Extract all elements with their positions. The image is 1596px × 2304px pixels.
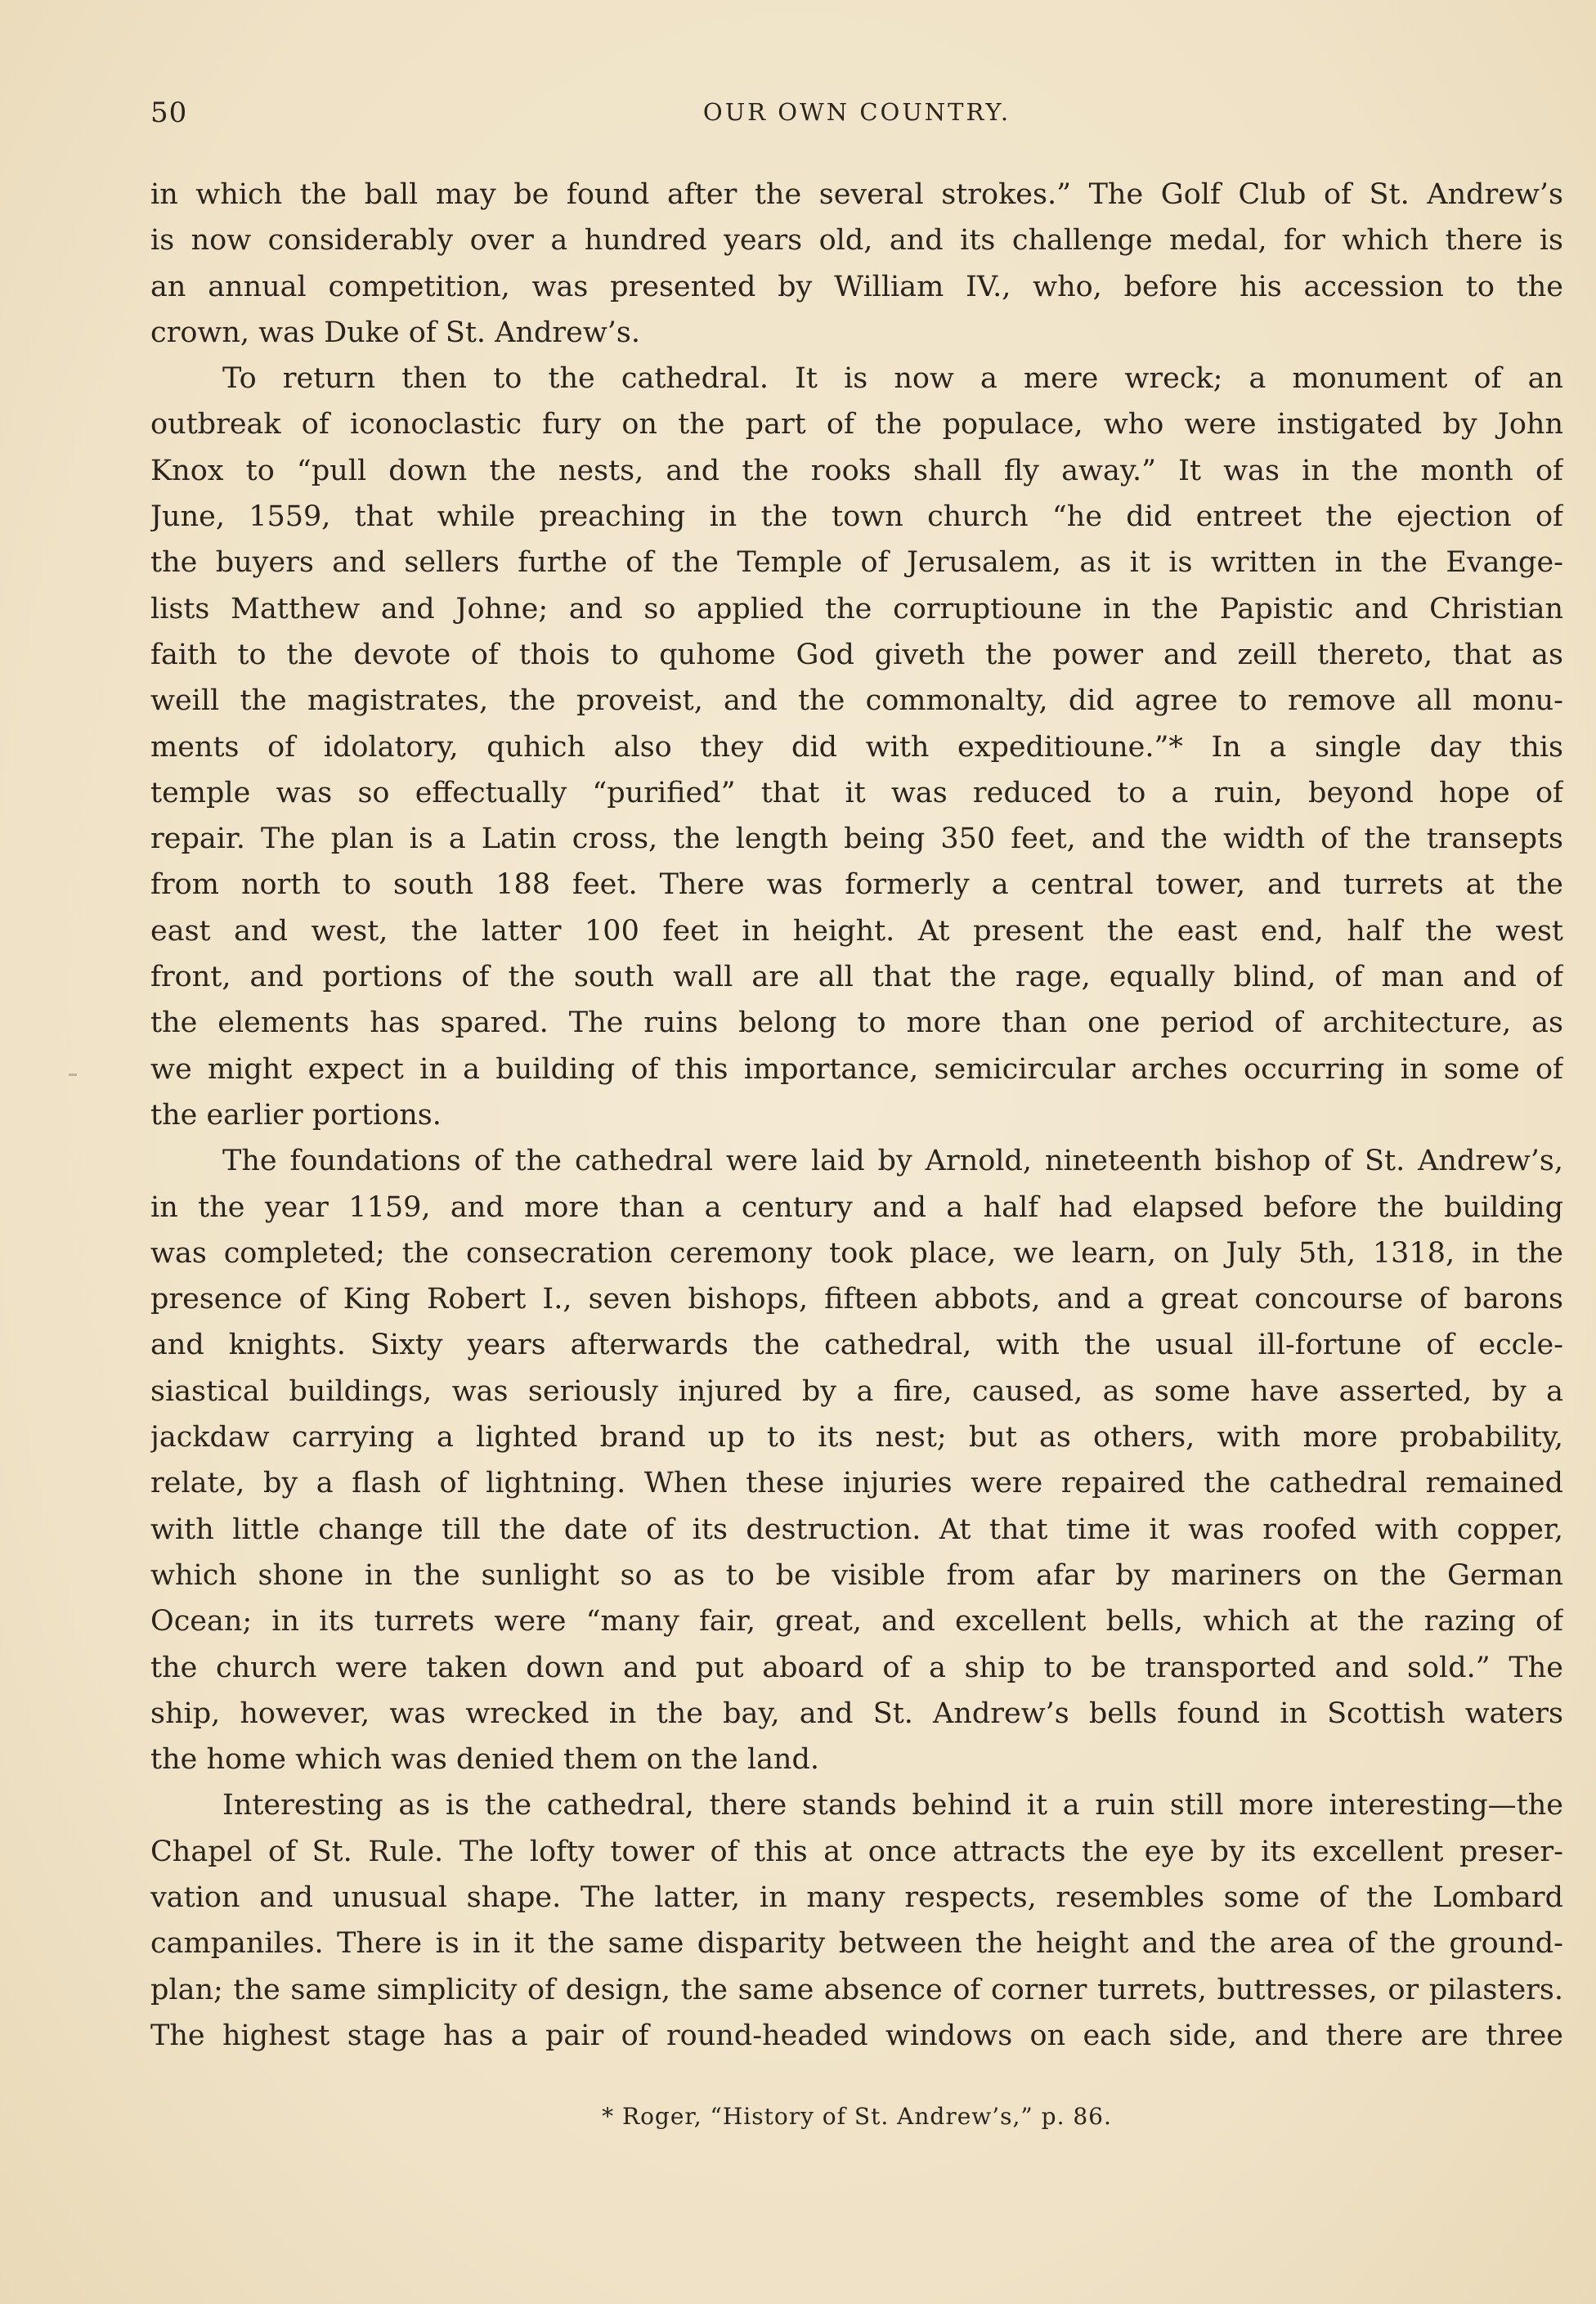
- text-line: with little change till the date of its destruction. At that time it was roofed with copper,: [150, 1513, 1563, 1546]
- text-line: campaniles. There is in it the same disparity between the height and the area of the ground-: [150, 1927, 1563, 1961]
- text-line: in the year 1159, and more than a century and a half had elapsed before the building: [150, 1190, 1563, 1224]
- text-line: the home which was denied them on the land.: [150, 1743, 820, 1777]
- text-line: in which the ball may be found after the several strokes.” The Golf Club of St. Andrew’s: [150, 178, 1563, 211]
- text-line: was completed; the consecration ceremony took place, we learn, on July 5th, 1318, in the: [150, 1236, 1563, 1270]
- text-line: lists Matthew and Johne; and so applied the corruptioune in the Papistic and Christian: [150, 592, 1563, 625]
- running-head: [150, 96, 1563, 129]
- text-line: presence of King Robert I., seven bishops, fifteen abbots, and a great concourse of barons: [150, 1283, 1563, 1316]
- text-line: jackdaw carrying a lighted brand up to its nest; but as others, with more probability,: [150, 1421, 1563, 1455]
- margin-mark: [69, 1074, 77, 1076]
- text-line: repair. The plan is a Latin cross, the length being 350 feet, and the width of the transepts: [150, 823, 1563, 856]
- text-line: we might expect in a building of this importance, semicircular arches occurring in some of: [150, 1052, 1563, 1086]
- text-line: Chapel of St. Rule. The lofty tower of this at once attracts the eye by its excellent preser-: [150, 1835, 1563, 1868]
- text-line: June, 1559, that while preaching in the town church “he did entreet the ejection of: [150, 500, 1563, 534]
- text-line: siastical buildings, was seriously injured by a fire, caused, as some have asserted, by a: [150, 1374, 1563, 1408]
- running-title: OUR OWN COUNTRY.: [702, 98, 1011, 126]
- text-line: an annual competition, was presented by William IV., who, before his accession to the: [150, 270, 1563, 303]
- text-line: plan; the same simplicity of design, the same absence of corner turrets, buttresses, or pilasters.: [150, 1973, 1563, 2006]
- text-line: Ocean; in its turrets were “many fair, great, and excellent bells, which at the razing of: [150, 1605, 1563, 1638]
- text-line: Knox to “pull down the nests, and the rooks shall fly away.” It was in the month of: [150, 454, 1563, 487]
- text-line: the buyers and sellers furthe of the Temple of Jerusalem, as it is written in the Evange-: [150, 546, 1563, 580]
- text-line: The highest stage has a pair of round-headed windows on each side, and there are three: [150, 2019, 1563, 2052]
- text-line: The foundations of the cathedral were laid by Arnold, nineteenth bishop of St. Andrew’s,: [222, 1145, 1563, 1178]
- text-line: which shone in the sunlight so as to be visible from afar by mariners on the German: [150, 1558, 1563, 1592]
- text-line: To return then to the cathedral. It is now a mere wreck; a monument of an: [222, 362, 1563, 396]
- text-line: faith to the devote of thois to quhome God giveth the power and zeill thereto, that as: [150, 638, 1563, 671]
- text-line: crown, was Duke of St. Andrew’s.: [150, 316, 640, 349]
- page-number: 50: [150, 96, 188, 129]
- text-line: ments of idolatory, quhich also they did with expeditioune.”* In a single day this: [150, 730, 1563, 764]
- text-line: the church were taken down and put aboard of a ship to be transported and sold.” The: [150, 1651, 1563, 1684]
- body-text: [150, 172, 1563, 2059]
- text-line: vation and unusual shape. The latter, in many respects, resembles some of the Lombard: [150, 1880, 1563, 1914]
- text-line: Interesting as is the cathedral, there stands behind it a ruin still more interesting—the: [222, 1789, 1563, 1822]
- text-line: from north to south 188 feet. There was formerly a central tower, and turrets at the: [150, 868, 1563, 902]
- text-line: relate, by a flash of lightning. When these injuries were repaired the cathedral remained: [150, 1467, 1563, 1500]
- text-line: east and west, the latter 100 feet in height. At present the east end, half the west: [150, 914, 1563, 948]
- footnote: * Roger, “History of St. Andrew’s,” p. 86.: [602, 2103, 1112, 2130]
- text-line: front, and portions of the south wall are all that the rage, equally blind, of man and of: [150, 961, 1563, 994]
- text-line: temple was so effectually “purified” that it was reduced to a ruin, beyond hope of: [150, 776, 1563, 809]
- text-line: weill the magistrates, the proveist, and the commonalty, did agree to remove all monu-: [150, 684, 1563, 718]
- text-line: outbreak of iconoclastic fury on the part of the populace, who were instigated by John: [150, 408, 1563, 442]
- text-line: the elements has spared. The ruins belong to more than one period of architecture, as: [150, 1006, 1563, 1040]
- text-line: is now considerably over a hundred years old, and its challenge medal, for which there is: [150, 224, 1563, 258]
- text-line: and knights. Sixty years afterwards the cathedral, with the usual ill-fortune of eccle-: [150, 1329, 1563, 1362]
- text-line: the earlier portions.: [150, 1098, 442, 1132]
- text-line: ship, however, was wrecked in the bay, and St. Andrew’s bells found in Scottish waters: [150, 1697, 1563, 1730]
